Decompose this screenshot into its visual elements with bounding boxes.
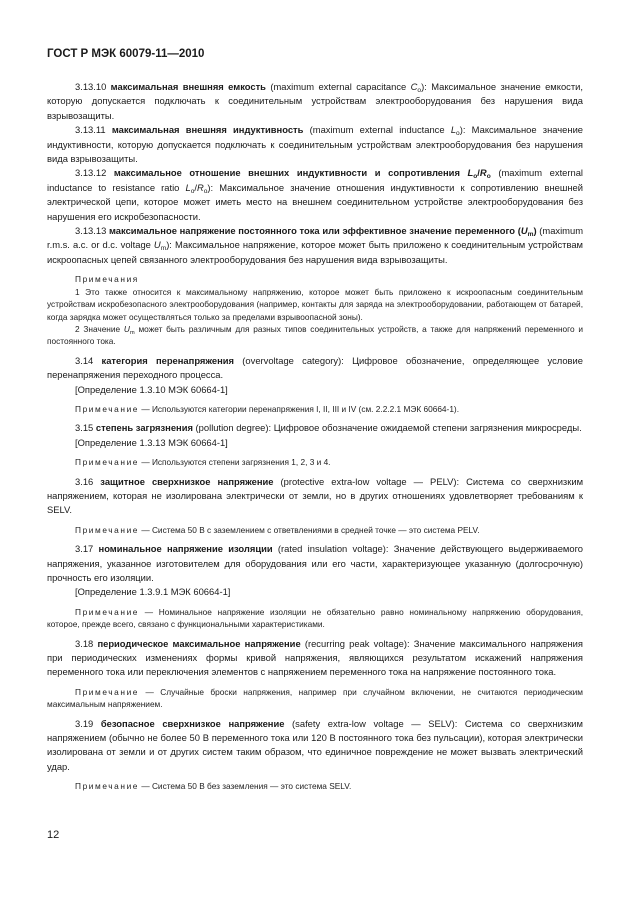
term: номинальное напряжение изоляции — [98, 543, 273, 555]
term: безопасное сверхнизкое напряжение — [100, 717, 285, 729]
clause-3-13-12: 3.13.12 максимальное отношение внешних индуктивности и сопротивления $L_o/R_o$ (maximum external inductance to resistance ratio $L_o/R_o$): Максимальное значение отношения индуктивности к сопротивлению внешней электрической цепи, которое может иметь место на внешнем соединительном устройстве электрооборудования без нарушения его искробезопасности. — [47, 167, 584, 222]
note-3-19: Примечание — Система 50 В без заземления — это система SELV. — [75, 781, 352, 792]
clause-3-15: 3.15 степень загрязнения (pollution degree): Цифровое обозначение ожидаемой степени загрязнения микросреды. — [75, 422, 582, 434]
reference-3-17: [Определение 1.3.9.1 МЭК 60664-1] — [75, 586, 231, 598]
clause-3-14: 3.14 категория перенапряжения (overvoltage category): Цифровое обозначение, определяющее условие перенапряжения переходного процесса. — [47, 354, 583, 381]
term: максимальное отношение внешних индуктивности и сопротивления — [113, 167, 460, 179]
clause-3-18: 3.18 периодическое максимальное напряжение (recurring peak voltage): Значение максимального напряжения при периодических изменениях формы кривой напряжения, являющихся результатом искажений напряжения переменного тока или переключения элементов с напряжением переменного тока на напряжение постоянного тока. — [47, 637, 583, 678]
note-3-16: Примечание — Система 50 В с заземлением с ответвлениями в средней точке — это система PELV. — [75, 524, 480, 535]
clause-3-17: 3.17 номинальное напряжение изоляции (rated insulation voltage): Значение действующего выдерживаемого напряжения, указанное изготовителем для оборудования или его части, характеризующее указанную (долгосрочную) прочность его изоляции. — [47, 543, 584, 583]
document-header: ГОСТ Р МЭК 60079-11—2010 — [47, 48, 205, 60]
clause-3-13-13: 3.13.13 максимальное напряжение постоянного тока или эффективное значение переменного $(U_m)$ (maximum r.m.s. a.c. or d.c. voltage $U_m$): Максимальное напряжение, которое может быть приложено к соединительным устройствам искроопасных цепей связанного электрооборудования без нарушения вида взрывозащиты. — [47, 225, 584, 265]
reference-3-14: [Определение 1.3.10 МЭК 60664-1] — [75, 383, 228, 395]
term: категория перенапряжения — [101, 354, 235, 366]
page-number: 12 — [47, 829, 60, 841]
term: максимальная внешняя емкость — [110, 81, 266, 92]
note-2: 2 Значение $U_m$ может быть различным для разных типов соединительных устройств, а также для напряжений переменного и постоянного тока. — [47, 323, 583, 347]
note-3-15: Примечание — Используются степени загрязнения 1, 2, 3 и 4. — [75, 457, 331, 468]
term: максимальная внешняя индуктивность — [111, 124, 304, 136]
clause-3-13-10: 3.13.10 максимальная внешняя емкость (maximum external capacitance $C_o$): Максимальное значение емкости, которую допускается подключать к соединительным устройствам электрооборудования без нарушения вида взрывозащиты. — [47, 81, 583, 121]
note-3-18: Примечание — Случайные броски напряжения, например при случайном включении, не считаются периодическим максимальным напряжением. — [47, 686, 583, 710]
term: максимальное напряжение постоянного тока или эффективное значение переменного — [108, 225, 515, 237]
term: периодическое максимальное напряжение — [97, 637, 301, 649]
reference-3-15: [Определение 1.3.13 МЭК 60664-1] — [75, 436, 228, 448]
term: защитное сверхнизкое напряжение — [100, 475, 274, 487]
notes-heading: Примечания — [75, 274, 139, 285]
note-1: 1 Это также относится к максимальному напряжению, которое может быть приложено к искроопасным соединительным устройствам искробезопасного электрооборудования (например, контакты для заряда на электрооборудовании, работающем от батарей, когда зарядка может осуществляться только за пределами взрывоопасной зоны). — [47, 286, 583, 322]
clause-3-19: 3.19 безопасное сверхнизкое напряжение (safety extra-low voltage — SELV): Система со сверхнизким напряжением (обычно не более 50 В переменного тока или 120 В постоянного тока без пульсации), которая электрически изолирована от земли и от других систем таким образом, что единичное повреждение не может вызвать электрический удар. — [47, 717, 583, 772]
page-body — [47, 80, 583, 793]
term: степень загрязнения — [95, 422, 193, 434]
note-3-17: Примечание — Номинальное напряжение изоляции не обязательно равно номинальному напряжению оборудования, которое, прежде всего, связано с функциональными характеристиками. — [47, 606, 583, 630]
clause-3-13-11: 3.13.11 максимальная внешняя индуктивность (maximum external inductance $L_o$): Максимальное значение индуктивности, которую допускается подключать к соединительным устройствам электрооборудования без нарушения вида взрывозащиты. — [47, 124, 584, 165]
note-3-14: Примечание — Используются категории перенапряжения I, II, III и IV (см. 2.2.2.1 МЭК 60664-1). — [75, 403, 459, 414]
clause-3-16: 3.16 защитное сверхнизкое напряжение (protective extra-low voltage — PELV): Система со сверхнизким напряжением, которая не изолирована электрически от земли, но в других отношениях удовлетворяет требованиям к SELV. — [47, 475, 584, 516]
